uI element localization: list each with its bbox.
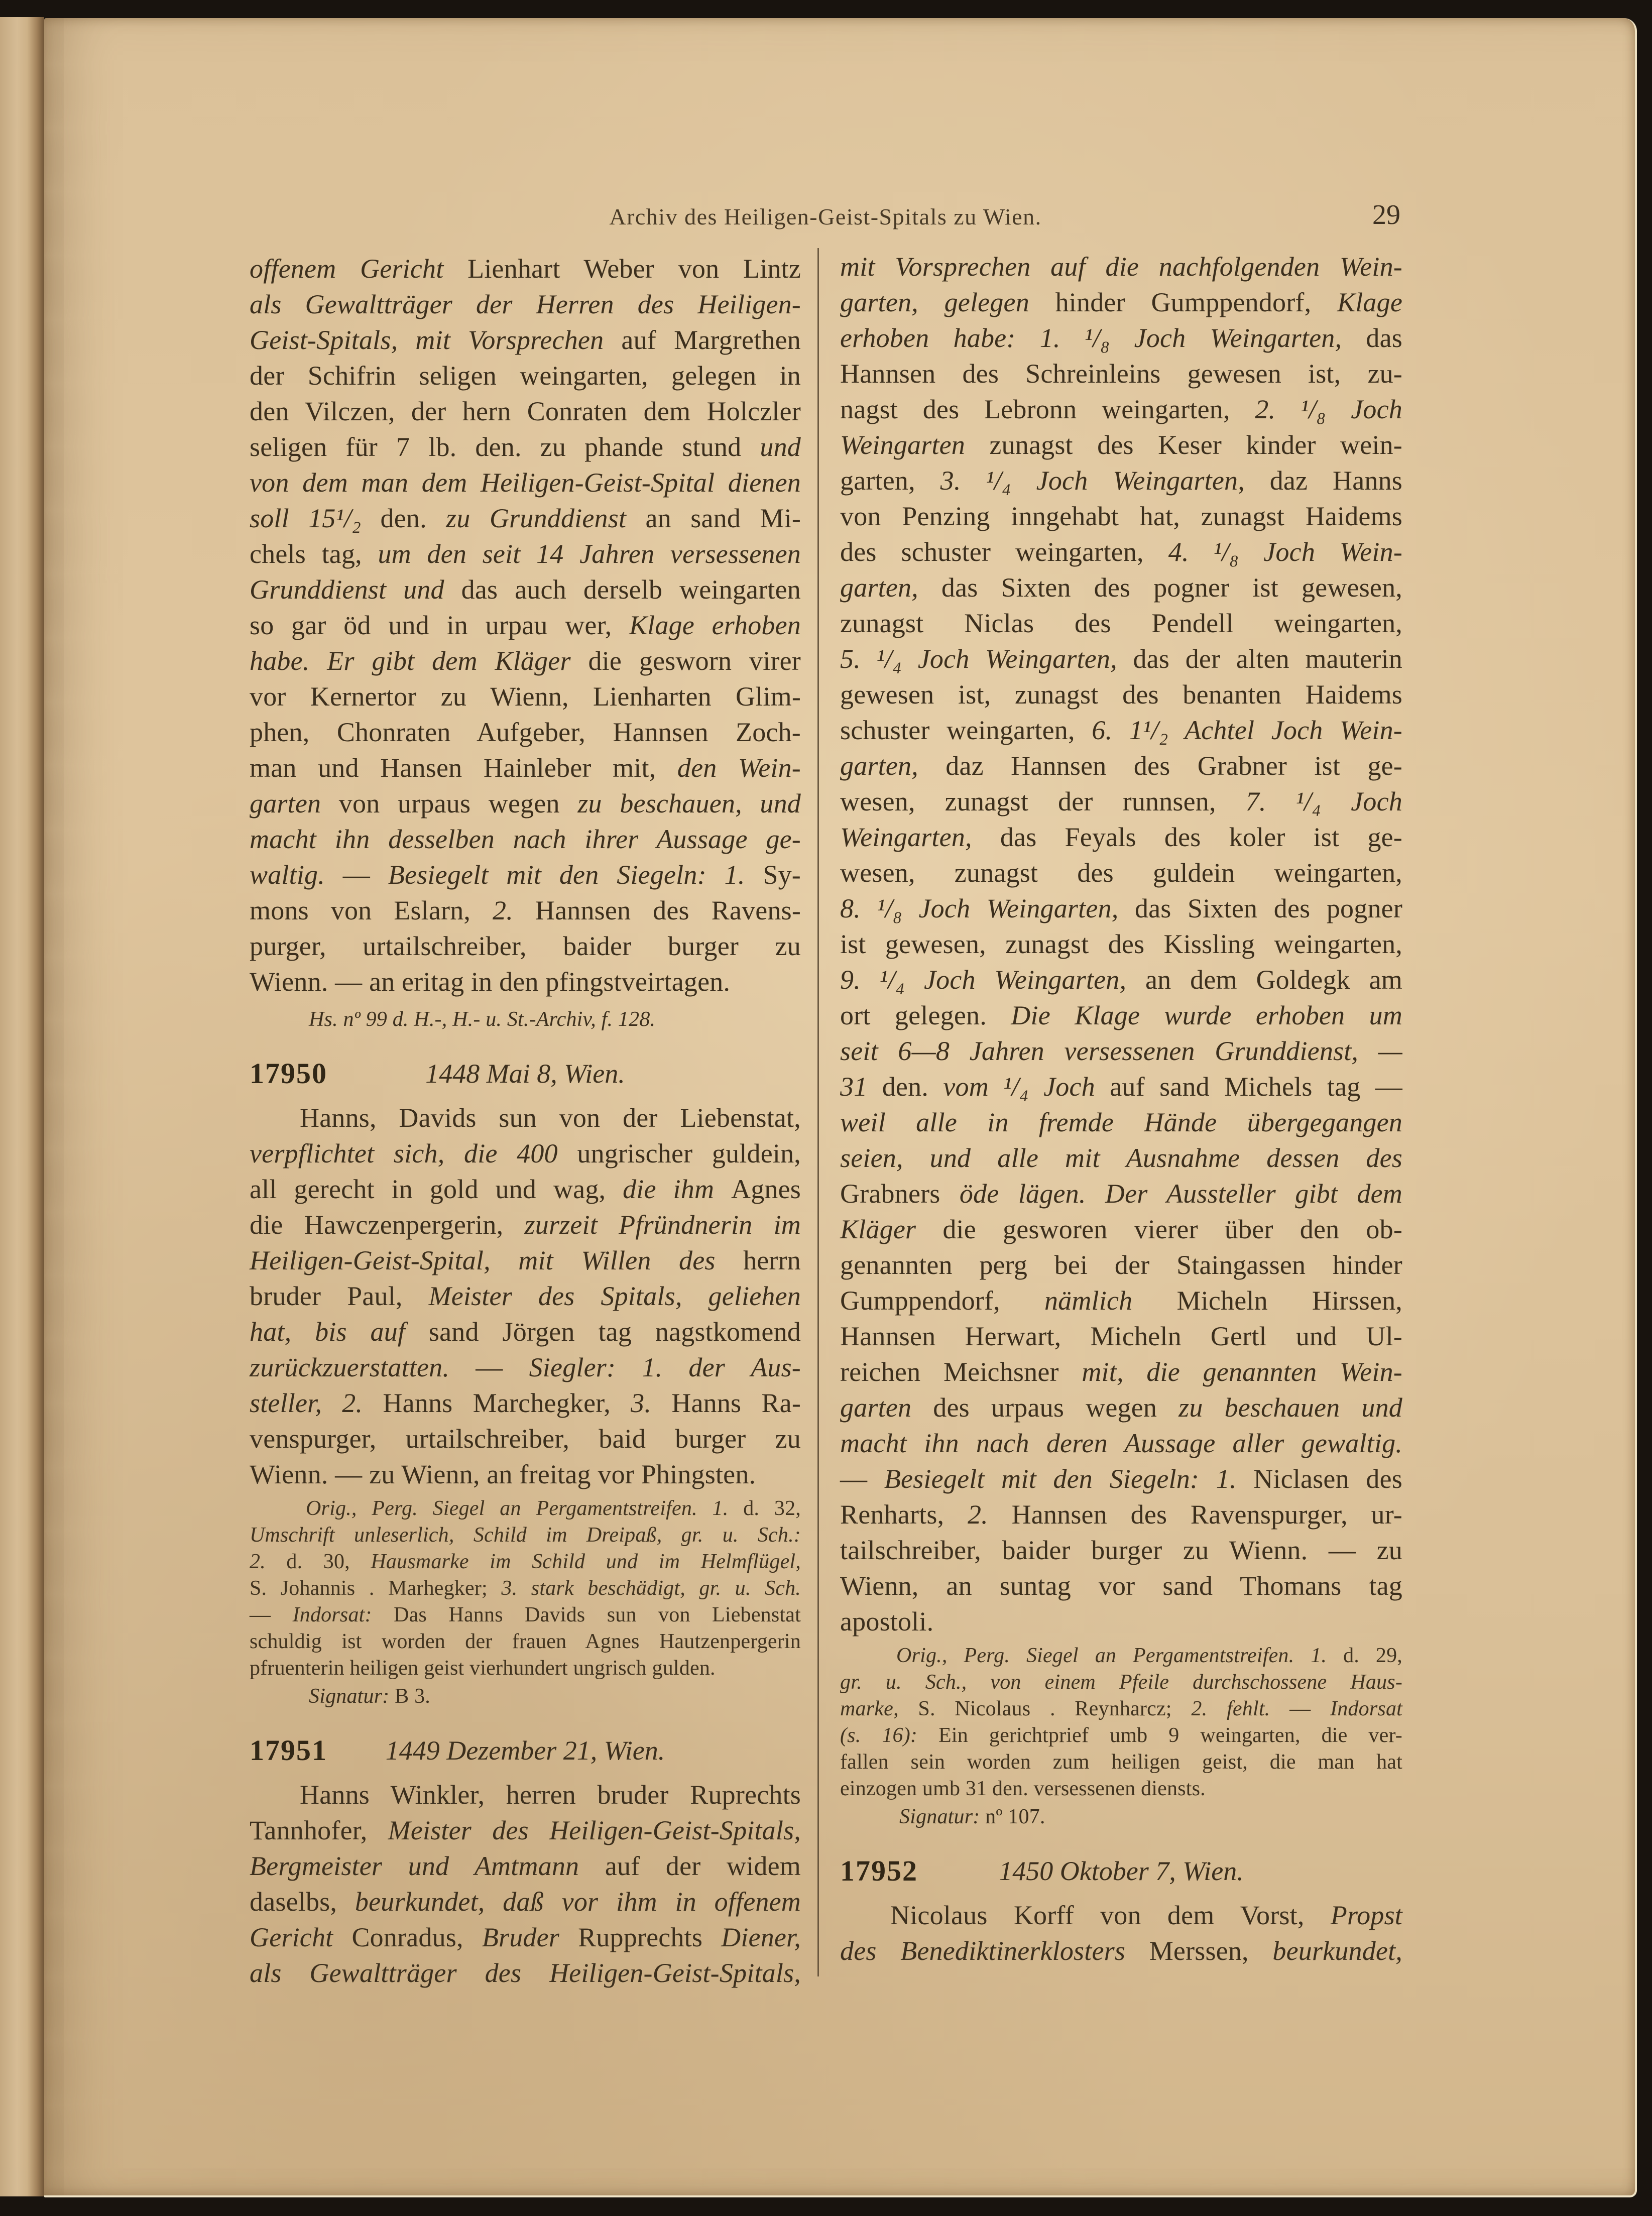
italic-text: von dem man dem Heiligen-Geist-Spital dienen: [250, 468, 801, 498]
text-line: [840, 285, 1402, 320]
roman-text: —: [476, 1352, 529, 1382]
text-line: [840, 1390, 1402, 1426]
text-line: [840, 320, 1402, 356]
entry-header-17950: [250, 1054, 801, 1093]
roman-text: daz Hanns: [1269, 465, 1402, 496]
italic-text: Hs. nº 99 d. H.-, H.- u. St.-Archiv, f. 128.: [309, 1008, 656, 1031]
text-line: [250, 1920, 801, 1955]
roman-text: Hannsen des Ravens-: [535, 895, 801, 925]
italic-text: Die Klage wurde erhoben um: [1011, 1000, 1403, 1030]
text-line: [250, 1522, 801, 1549]
signature-line: [309, 1683, 801, 1710]
roman-text: wesen, zunagst des guldein weingarten,: [840, 858, 1402, 888]
roman-text: d. 32,: [743, 1497, 801, 1520]
roman-text: Hanns, Davids sun von der Liebenstat,: [300, 1103, 801, 1133]
roman-text: sand Jörgen tag nagstkomend: [428, 1317, 801, 1347]
roman-text: pfruenterin heiligen geist vierhundert ungrisch gulden.: [250, 1657, 716, 1680]
text-line: [250, 964, 801, 1000]
roman-text: chels tag,: [250, 539, 378, 569]
text-line: [840, 1722, 1402, 1749]
italic-text: Umschrift unleserlich, Schild im Dreipaß, gr. u. Sch.:: [250, 1524, 801, 1547]
text-line: [840, 713, 1402, 748]
roman-text: —: [840, 1464, 884, 1494]
roman-text: schuldig ist worden der frauen Agnes Hautzenpergerin: [250, 1630, 801, 1653]
text-line: [250, 358, 801, 394]
text-line: [840, 1568, 1402, 1604]
text-line: [250, 715, 801, 750]
italic-text: garten, gelegen: [840, 287, 1055, 317]
entry-number: 17951: [250, 1734, 327, 1767]
text-line: [250, 643, 801, 679]
italic-text: verpflichtet sich, die 400: [250, 1138, 577, 1169]
italic-text: steller, 2.: [250, 1388, 383, 1418]
italic-text: Indorsat:: [292, 1603, 394, 1626]
text-line: [250, 287, 801, 322]
text-line: [250, 1813, 801, 1848]
roman-text: an sand Mi-: [645, 503, 801, 533]
italic-text: 9. ¹/₄ Joch Weingarten,: [840, 965, 1145, 995]
text-line: [840, 463, 1402, 499]
roman-text: das Feyals des koler ist ge-: [1000, 822, 1402, 852]
roman-text: vor Kernertor zu Wienn, Lienharten Glim-: [250, 681, 801, 712]
italic-text: Indorsat: [1330, 1697, 1403, 1720]
roman-text: purger, urtailschreiber, baider burger zu: [250, 931, 801, 961]
text-line: [250, 679, 801, 715]
entry-number: 17952: [840, 1854, 918, 1887]
italic-text: garten: [840, 1392, 933, 1423]
roman-text: daselbs,: [250, 1887, 355, 1917]
text-line: [840, 1696, 1402, 1722]
text-line: [840, 534, 1402, 570]
italic-text: den Wein-: [677, 753, 801, 783]
roman-text: auf der widem: [605, 1851, 801, 1881]
roman-text: Wienn. — an eritag in den pfingstveirtagen.: [250, 967, 731, 997]
roman-text: das: [1366, 323, 1402, 353]
text-line: [250, 1777, 801, 1813]
text-line: [250, 1136, 801, 1172]
italic-text: Gericht: [250, 1922, 352, 1952]
italic-text: als Gewaltträger der Herren des Heiligen-: [250, 289, 801, 319]
italic-text: Grunddienst und: [250, 574, 461, 605]
roman-text: Tannhofer,: [250, 1815, 388, 1845]
italic-text: 31: [840, 1072, 882, 1102]
text-line: [840, 1354, 1402, 1390]
roman-text: Sy-: [763, 860, 801, 890]
text-line: [840, 1533, 1402, 1568]
roman-text: ungrischer guldein,: [577, 1138, 801, 1169]
text-line: [840, 1461, 1402, 1497]
roman-text: an dem Goldegk am: [1145, 965, 1403, 995]
text-line: [840, 998, 1402, 1033]
roman-text: des schuster weingarten,: [840, 537, 1168, 567]
text-line: [840, 1898, 1402, 1933]
italic-text: des Benediktinerklosters: [840, 1936, 1149, 1966]
entry-number: 17950: [250, 1057, 327, 1090]
italic-text: 2.: [250, 1550, 287, 1573]
italic-text: garten,: [840, 751, 946, 781]
roman-text: Hanns Winkler, herren bruder Ruprechts: [300, 1780, 801, 1810]
text-line: [250, 1421, 801, 1457]
roman-text: die Hawczenpergerin,: [250, 1210, 525, 1240]
italic-text: zurückzuerstatten.: [250, 1352, 476, 1382]
text-line: [250, 1495, 801, 1522]
roman-text: —: [342, 860, 388, 890]
text-line: [840, 1212, 1402, 1247]
roman-text: auf Margrethen: [621, 325, 801, 355]
text-line: [840, 891, 1402, 926]
text-line: [250, 536, 801, 572]
roman-text: zunagst des Keser kinder wein-: [989, 430, 1402, 460]
text-line: [250, 608, 801, 643]
entry-date: 1449 Dezember 21, Wien.: [385, 1735, 665, 1766]
roman-text: Hannsen Herwart, Micheln Gertl und Ul-: [840, 1321, 1402, 1351]
roman-text: Ein gerichtprief umb 9 weingarten, die ver-: [938, 1724, 1402, 1747]
roman-text: ort gelegen.: [840, 1000, 1011, 1030]
italic-text: zurzeit Pfründnerin im: [524, 1210, 801, 1240]
italic-text: 7. ¹/₄ Joch: [1245, 786, 1402, 817]
text-line: [250, 394, 801, 429]
roman-text: Gumppendorf,: [840, 1286, 1044, 1316]
text-line: [840, 1604, 1402, 1640]
text-line: [840, 820, 1402, 855]
entry-date: 1448 Mai 8, Wien.: [425, 1059, 625, 1089]
italic-text: 6. 1¹/₂ Achtel Joch Wein-: [1092, 715, 1402, 745]
paragraph: [840, 1898, 1402, 1969]
text-line: [250, 1172, 801, 1207]
italic-text: Meister des Heiligen-Geist-Spitals,: [388, 1815, 801, 1845]
roman-text: Lienhart Weber von Lintz: [467, 254, 801, 284]
roman-text: man und Hansen Hainleber mit,: [250, 753, 677, 783]
text-line: [250, 750, 801, 786]
italic-text: Siegler: 1. der Aus-: [529, 1352, 801, 1382]
italic-text: und: [760, 432, 801, 462]
italic-text: vom ¹/₄ Joch: [943, 1072, 1110, 1102]
signature-line: [899, 1803, 1402, 1830]
italic-text: Geist-Spitals, mit Vorsprechen: [250, 325, 622, 355]
roman-text: —: [1289, 1697, 1331, 1720]
roman-text: so gar öd und in urpau wer,: [250, 610, 629, 640]
text-line: [250, 1457, 801, 1492]
text-line: [250, 786, 801, 822]
archival-note: [250, 1495, 801, 1682]
italic-text: Signatur:: [309, 1685, 395, 1708]
italic-text: 3.: [631, 1388, 672, 1418]
column-left: [250, 251, 801, 1991]
italic-text: seit 6—8 Jahren versessenen Grunddienst, —: [840, 1036, 1402, 1066]
italic-text: Bruder: [482, 1922, 578, 1952]
italic-text: Klage erhoben: [629, 610, 801, 640]
italic-text: Klage: [1337, 287, 1403, 317]
roman-text: Micheln Hirssen,: [1176, 1286, 1402, 1316]
roman-text: S. Johannis . Marhegker;: [250, 1577, 502, 1600]
text-line: [840, 499, 1402, 534]
text-line: [250, 1385, 801, 1421]
text-line: [250, 1955, 801, 1991]
archival-note: [840, 1643, 1402, 1802]
roman-text: das Sixten des pogner ist gewesen,: [941, 572, 1402, 603]
roman-text: den Vilczen, der hern Conraten dem Holczler: [250, 396, 801, 426]
adjacent-page-edge: [0, 17, 44, 2196]
roman-text: d. 29,: [1343, 1644, 1402, 1667]
text-line: [250, 1207, 801, 1243]
roman-text: Wienn, an suntag vor sand Thomans tag: [840, 1571, 1402, 1601]
italic-text: Meister des Spitals, geliehen: [428, 1281, 801, 1311]
italic-text: macht ihn nach deren Aussage aller gewaltig.: [840, 1428, 1402, 1458]
text-line: [840, 1643, 1402, 1669]
text-line: [250, 1884, 801, 1920]
italic-text: öde lägen. Der Aussteller gibt dem: [959, 1179, 1403, 1209]
italic-text: 8. ¹/₈ Joch Weingarten,: [840, 893, 1135, 923]
text-line: [250, 1243, 801, 1278]
text-line: [250, 1575, 801, 1602]
text-line: [840, 1033, 1402, 1069]
roman-text: Renharts,: [840, 1499, 968, 1530]
roman-text: auf sand Michels tag —: [1110, 1072, 1402, 1102]
roman-text: ist gewesen, zunagst des Kissling weingarten,: [840, 929, 1402, 959]
roman-text: —: [250, 1603, 293, 1626]
roman-text: die gesworen vierer über den ob-: [942, 1214, 1403, 1244]
italic-text: 2. ¹/₈ Joch: [1255, 394, 1402, 424]
roman-text: B 3.: [395, 1685, 430, 1708]
text-line: [250, 1628, 801, 1655]
text-line: [840, 962, 1402, 998]
roman-text: Conradus,: [351, 1922, 482, 1952]
italic-text: zu beschauen und: [1178, 1392, 1402, 1423]
roman-text: das auch derselb weingarten: [461, 574, 801, 605]
italic-text: um den seit 14 Jahren versessenen: [378, 539, 801, 569]
italic-text: Hausmarke im Schild und im Helmflügel,: [371, 1550, 801, 1573]
italic-text: hat, bis auf: [250, 1317, 429, 1347]
column-divider-rule: [817, 248, 819, 1976]
italic-text: 5. ¹/₄ Joch Weingarten,: [840, 644, 1133, 674]
roman-text: Hanns Marchegker,: [383, 1388, 631, 1418]
text-line: [840, 606, 1402, 641]
entry-header-17952: [840, 1851, 1402, 1891]
text-line: [250, 1350, 801, 1385]
text-line: [840, 926, 1402, 962]
roman-text: zunagst Niclas des Pendell weingarten,: [840, 608, 1402, 638]
roman-text: hinder Gumppendorf,: [1055, 287, 1338, 317]
text-line: [250, 1602, 801, 1628]
text-line: [250, 1314, 801, 1350]
roman-text: nagst des Lebronn weingarten,: [840, 394, 1255, 424]
italic-text: macht ihn desselben nach ihrer Aussage ge-: [250, 824, 801, 854]
text-line: [840, 1497, 1402, 1533]
italic-text: marke,: [840, 1697, 918, 1720]
text-line: [840, 1669, 1402, 1696]
italic-text: Propst: [1330, 1900, 1402, 1930]
italic-text: weil alle in fremde Hände übergegangen: [840, 1107, 1402, 1137]
text-line: [840, 1776, 1402, 1802]
italic-text: gr. u. Sch., von einem Pfeile durchschossene Haus-: [840, 1671, 1402, 1694]
page-number: 29: [1372, 199, 1400, 230]
roman-text: den.: [380, 503, 446, 533]
text-line: [250, 251, 801, 287]
roman-text: das der alten mauterin: [1133, 644, 1403, 674]
italic-text: offenem Gericht: [250, 254, 468, 284]
entry-date: 1450 Oktober 7, Wien.: [999, 1856, 1244, 1886]
roman-text: einzogen umb 31 den. versessenen diensts.: [840, 1777, 1206, 1800]
text-line: [840, 1749, 1402, 1776]
italic-text: 2.: [493, 895, 535, 925]
italic-text: als Gewaltträger des Heiligen-Geist-Spitals,: [250, 1958, 801, 1988]
roman-text: Agnes: [731, 1174, 801, 1204]
roman-text: von urpaus wegen: [338, 788, 578, 819]
italic-text: waltig.: [250, 860, 343, 890]
roman-text: genannten perg bei der Staingassen hinder: [840, 1250, 1402, 1280]
roman-text: venspurger, urtailschreiber, baid burger zu: [250, 1424, 801, 1454]
roman-text: Hannsen des Ravenspurger, ur-: [1011, 1499, 1402, 1530]
text-line: [840, 1140, 1402, 1176]
italic-text: habe. Er gibt dem Kläger: [250, 646, 588, 676]
text-line: [840, 570, 1402, 606]
roman-text: Merssen,: [1149, 1936, 1273, 1966]
text-line: [250, 857, 801, 893]
italic-text: mit Vorsprechen auf die nachfolgenden Wein-: [840, 252, 1402, 282]
italic-text: Diener,: [721, 1922, 801, 1952]
italic-text: zu beschauen, und: [577, 788, 801, 819]
italic-text: beurkundet, daß vor ihm in offenem: [355, 1887, 801, 1917]
text-line: [840, 784, 1402, 820]
text-line: [250, 572, 801, 608]
roman-text: wesen, zunagst der runnsen,: [840, 786, 1246, 817]
roman-text: gewesen ist, zunagst des benanten Haidems: [840, 679, 1402, 710]
italic-text: garten,: [840, 572, 941, 603]
text-line: [250, 1655, 801, 1682]
column-right: [840, 249, 1402, 1969]
italic-text: nämlich: [1044, 1286, 1177, 1316]
text-line: [250, 1549, 801, 1575]
italic-text: garten: [250, 788, 339, 819]
italic-text: Kläger: [840, 1214, 943, 1244]
italic-text: Signatur:: [899, 1805, 986, 1828]
italic-text: 4. ¹/₈ Joch Wein-: [1168, 537, 1403, 567]
text-line: [840, 1105, 1402, 1140]
page-header: [250, 199, 1401, 237]
italic-text: Besiegelt mit den Siegeln: 1.: [388, 860, 763, 890]
text-line: [840, 1069, 1402, 1105]
text-line: [250, 822, 801, 857]
roman-text: reichen Meichsner: [840, 1357, 1082, 1387]
roman-text: mons von Eslarn,: [250, 895, 493, 925]
text-line: [840, 748, 1402, 784]
roman-text: garten,: [840, 465, 940, 496]
paragraph: [250, 1100, 801, 1492]
text-line: [250, 429, 801, 465]
roman-text: das Sixten des pogner: [1134, 893, 1402, 923]
running-title: Archiv des Heiligen-Geist-Spitals zu Wien.: [609, 204, 1042, 229]
text-line: [250, 1278, 801, 1314]
roman-text: seligen für 7 lb. den. zu phande stund: [250, 432, 760, 462]
roman-text: Nicolaus Korff von dem Vorst,: [890, 1900, 1331, 1930]
roman-text: den.: [882, 1072, 943, 1102]
italic-text: Weingarten: [840, 430, 990, 460]
text-line: [840, 641, 1402, 677]
italic-text: seien, und alle mit Ausnahme dessen des: [840, 1143, 1402, 1173]
text-line: [840, 1283, 1402, 1319]
text-line: [840, 677, 1402, 713]
roman-text: des urpaus wegen: [933, 1392, 1179, 1423]
text-line: [840, 427, 1402, 463]
roman-text: apostoli.: [840, 1606, 934, 1637]
italic-text: Orig., Perg. Siegel an Pergamentstreifen. 1.: [896, 1644, 1344, 1667]
italic-text: 2.: [967, 1499, 1012, 1530]
entry-header-17951: [250, 1731, 801, 1770]
roman-text: Rupprechts: [578, 1922, 722, 1952]
roman-text: Niclasen des: [1253, 1464, 1402, 1494]
roman-text: bruder Paul,: [250, 1281, 429, 1311]
italic-text: erhoben habe: 1. ¹/₈ Joch Weingarten,: [840, 323, 1366, 353]
roman-text: Hanns Ra-: [671, 1388, 801, 1418]
roman-text: S. Nicolaus . Reynharcz;: [918, 1697, 1192, 1720]
italic-text: Heiligen-Geist-Spital, mit Willen des: [250, 1245, 744, 1275]
text-line: [250, 1100, 801, 1136]
roman-text: daz Hannsen des Grabner ist ge-: [946, 751, 1402, 781]
paragraph: [250, 251, 801, 1000]
roman-text: Wienn. — zu Wienn, an freitag vor Phingsten.: [250, 1459, 756, 1489]
text-line: [840, 1247, 1402, 1283]
text-line: [250, 322, 801, 358]
roman-text: nº 107.: [985, 1805, 1045, 1828]
italic-text: Besiegelt mit den Siegeln: 1.: [884, 1464, 1254, 1494]
italic-text: die ihm: [623, 1174, 732, 1204]
italic-text: Weingarten,: [840, 822, 1000, 852]
text-line: [840, 1319, 1402, 1354]
paragraph: [840, 249, 1402, 1640]
roman-text: Grabners: [840, 1179, 960, 1209]
italic-text: mit, die genannten Wein-: [1082, 1357, 1402, 1387]
italic-text: zu Grunddienst: [446, 503, 646, 533]
italic-text: 3. stark beschädigt, gr. u. Sch.: [501, 1577, 801, 1600]
text-line: [840, 249, 1402, 285]
roman-text: der Schifrin seligen weingarten, gelegen in: [250, 361, 801, 391]
text-line: [840, 1933, 1402, 1969]
roman-text: phen, Chonraten Aufgeber, Hannsen Zoch-: [250, 717, 801, 747]
text-line: [840, 392, 1402, 427]
italic-text: Bergmeister und Amtmann: [250, 1851, 605, 1881]
text-line: [250, 893, 801, 928]
paragraph: [250, 1777, 801, 1991]
roman-text: herrn: [743, 1245, 801, 1275]
text-line: [840, 855, 1402, 891]
italic-text: 2. fehlt.: [1191, 1697, 1290, 1720]
text-line: [250, 928, 801, 964]
roman-text: fallen sein worden zum heiligen geist, die man hat: [840, 1751, 1402, 1774]
book-page-scan: [44, 18, 1637, 2197]
text-line: [840, 1426, 1402, 1461]
text-line: [250, 1848, 801, 1884]
italic-text: Orig., Perg. Siegel an Pergamentstreifen. 1.: [306, 1497, 744, 1520]
text-line: [250, 501, 801, 536]
roman-text: schuster weingarten,: [840, 715, 1092, 745]
roman-text: Das Hanns Davids sun von Liebenstat: [394, 1603, 801, 1626]
roman-text: von Penzing inngehabt hat, zunagst Haidems: [840, 501, 1402, 531]
italic-text: soll 15¹/₂: [250, 503, 381, 533]
text-line: [250, 465, 801, 501]
text-line: [840, 1176, 1402, 1212]
italic-text: (s. 16):: [840, 1724, 939, 1747]
roman-text: d. 30,: [286, 1550, 371, 1573]
roman-text: all gerecht in gold und wag,: [250, 1174, 623, 1204]
text-line: [840, 356, 1402, 392]
source-reference: [309, 1006, 801, 1033]
roman-text: tailschreiber, baider burger zu Wienn. — zu: [840, 1535, 1402, 1565]
italic-text: beurkundet,: [1272, 1936, 1402, 1966]
italic-text: 3. ¹/₄ Joch Weingarten,: [940, 465, 1270, 496]
roman-text: die gesworn virer: [588, 646, 801, 676]
roman-text: Hannsen des Schreinleins gewesen ist, zu-: [840, 359, 1402, 389]
